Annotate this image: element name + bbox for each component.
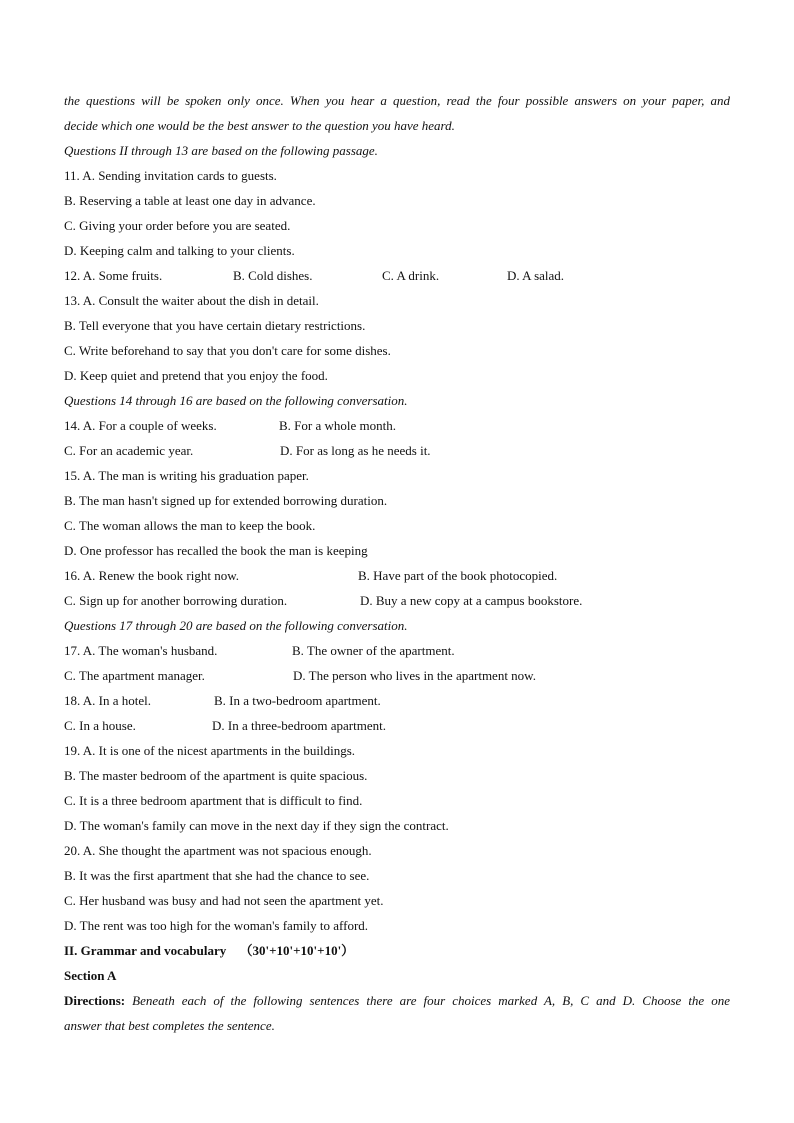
passage-heading: Questions II through 13 are based on the following passage. bbox=[64, 143, 378, 158]
q17-option-d: D. The person who lives in the apartment now. bbox=[293, 668, 536, 683]
q18-option-d: D. In a three-bedroom apartment. bbox=[212, 718, 386, 733]
q12-option-a: 12. A. Some fruits. bbox=[64, 268, 163, 283]
q14-option-c: C. For an academic year. bbox=[64, 443, 194, 458]
q16-row-2 bbox=[64, 588, 730, 613]
q13-option-d: D. Keep quiet and pretend that you enjoy the food. bbox=[64, 368, 328, 383]
q16-option-c: C. Sign up for another borrowing duration. bbox=[64, 593, 288, 608]
q17-option-a: 17. A. The woman's husband. bbox=[64, 643, 218, 658]
q20-option-c: C. Her husband was busy and had not seen the apartment yet. bbox=[64, 893, 384, 908]
q20-option-a: 20. A. She thought the apartment was not spacious enough. bbox=[64, 843, 372, 858]
q12-option-b: B. Cold dishes. bbox=[233, 268, 313, 283]
intro-line-1: the questions will be spoken only once. When you hear a question, read the four possible answers on your paper, and bbox=[64, 93, 730, 108]
q18-row-1 bbox=[64, 688, 730, 713]
exam-page bbox=[64, 88, 730, 1038]
q12-option-c: C. A drink. bbox=[382, 268, 440, 283]
q14-option-b: B. For a whole month. bbox=[279, 418, 396, 433]
q18-option-b: B. In a two-bedroom apartment. bbox=[214, 693, 381, 708]
q19-option-d: D. The woman's family can move in the next day if they sign the contract. bbox=[64, 818, 449, 833]
q14-option-a: 14. A. For a couple of weeks. bbox=[64, 418, 217, 433]
q13-option-c: C. Write beforehand to say that you don't care for some dishes. bbox=[64, 343, 391, 358]
directions-text-1: Beneath each of the following sentences there are four choices marked A, B, C and D. Choose the one bbox=[132, 993, 730, 1008]
q16-option-b: B. Have part of the book photocopied. bbox=[358, 568, 558, 583]
intro-line-2: decide which one would be the best answer to the question you have heard. bbox=[64, 118, 455, 133]
q17-option-c: C. The apartment manager. bbox=[64, 668, 205, 683]
q15-option-d: D. One professor has recalled the book the man is keeping bbox=[64, 543, 368, 558]
q20-option-b: B. It was the first apartment that she had the chance to see. bbox=[64, 868, 370, 883]
q20-option-d: D. The rent was too high for the woman's family to afford. bbox=[64, 918, 369, 933]
q15-option-c: C. The woman allows the man to keep the book. bbox=[64, 518, 316, 533]
q16-row-1 bbox=[64, 563, 730, 588]
q18-option-a: 18. A. In a hotel. bbox=[64, 693, 152, 708]
q11-option-d: D. Keeping calm and talking to your clients. bbox=[64, 243, 295, 258]
section-2-title-text: II. Grammar and vocabulary bbox=[64, 943, 227, 958]
q19-option-a: 19. A. It is one of the nicest apartments in the buildings. bbox=[64, 743, 356, 758]
directions-label: Directions: bbox=[64, 993, 126, 1008]
q17-row-1 bbox=[64, 638, 730, 663]
q16-option-d: D. Buy a new copy at a campus bookstore. bbox=[360, 593, 583, 608]
q17-row-2 bbox=[64, 663, 730, 688]
q16-option-a: 16. A. Renew the book right now. bbox=[64, 568, 239, 583]
q11-option-c: C. Giving your order before you are seated. bbox=[64, 218, 291, 233]
q18-option-c: C. In a house. bbox=[64, 718, 136, 733]
q18-row-2 bbox=[64, 713, 730, 738]
section-a-heading: Section A bbox=[64, 968, 117, 983]
q17-option-b: B. The owner of the apartment. bbox=[292, 643, 455, 658]
q14-row-1 bbox=[64, 413, 730, 438]
q15-option-a: 15. A. The man is writing his graduation paper. bbox=[64, 468, 309, 483]
q12-options bbox=[64, 263, 730, 288]
section-2-points: （30'+10'+10'+10'） bbox=[239, 943, 355, 958]
q14-option-d: D. For as long as he needs it. bbox=[280, 443, 431, 458]
q12-option-d: D. A salad. bbox=[507, 268, 565, 283]
directions-line-1 bbox=[64, 988, 730, 1013]
q14-row-2 bbox=[64, 438, 730, 463]
q11-option-b: B. Reserving a table at least one day in advance. bbox=[64, 193, 316, 208]
q11-option-a: 11. A. Sending invitation cards to guests. bbox=[64, 168, 277, 183]
q15-option-b: B. The man hasn't signed up for extended borrowing duration. bbox=[64, 493, 388, 508]
directions-line-2: answer that best completes the sentence. bbox=[64, 1018, 275, 1033]
conversation-1-heading: Questions 14 through 16 are based on the following conversation. bbox=[64, 393, 408, 408]
section-2-title bbox=[64, 938, 730, 963]
q19-option-c: C. It is a three bedroom apartment that is difficult to find. bbox=[64, 793, 363, 808]
conversation-2-heading: Questions 17 through 20 are based on the following conversation. bbox=[64, 618, 408, 633]
q13-option-b: B. Tell everyone that you have certain dietary restrictions. bbox=[64, 318, 366, 333]
q19-option-b: B. The master bedroom of the apartment is quite spacious. bbox=[64, 768, 368, 783]
q13-option-a: 13. A. Consult the waiter about the dish in detail. bbox=[64, 293, 319, 308]
